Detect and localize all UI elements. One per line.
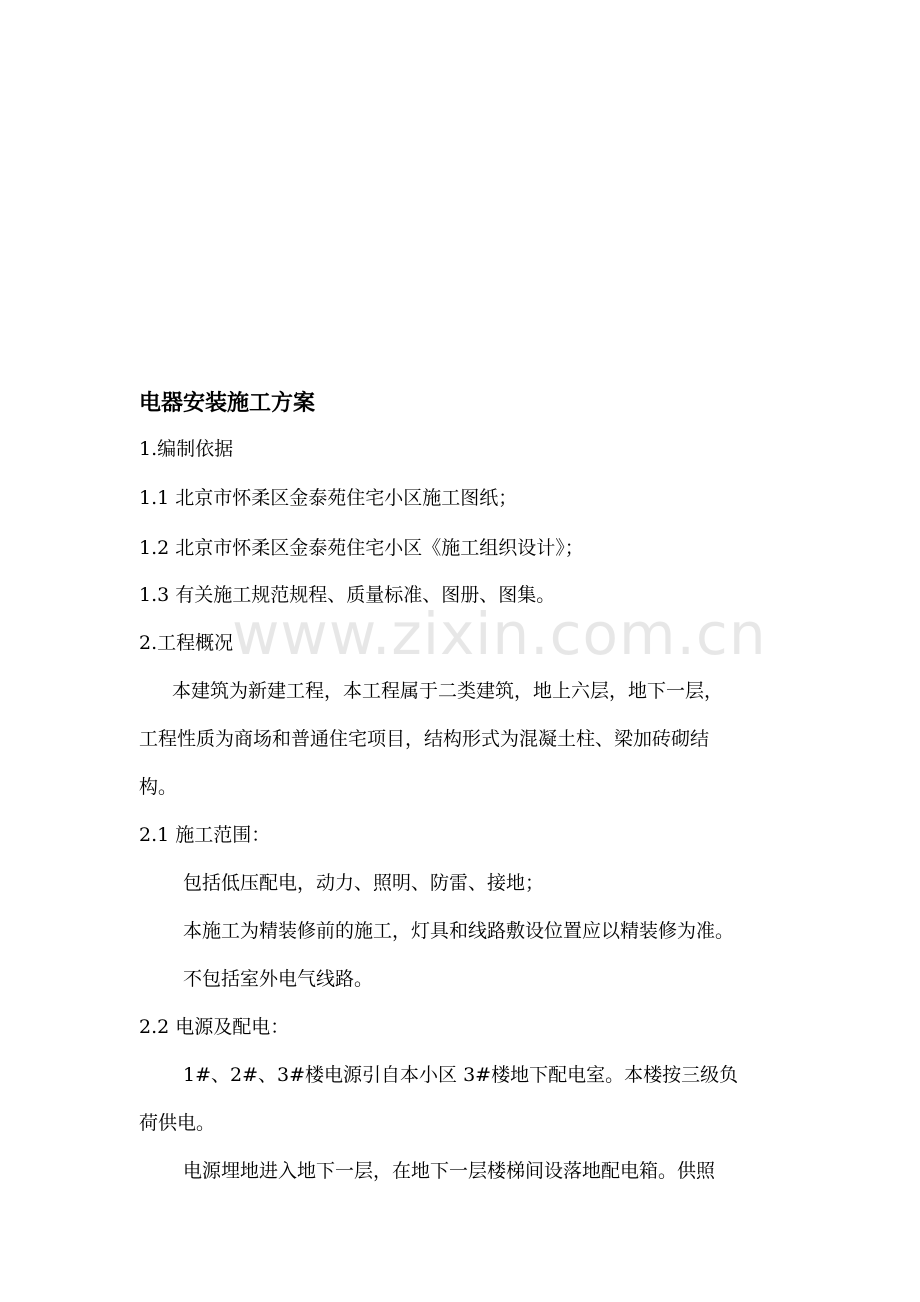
scope-item-1: 包括低压配电，动力、照明、防雷、接地；	[183, 872, 545, 894]
list-item-1-2: 1.2 北京市怀柔区金泰苑住宅小区《施工组织设计》；	[139, 537, 584, 559]
section-heading-2-1: 2.1 施工范围：	[139, 824, 271, 846]
scope-item-3: 不包括室外电气线路。	[183, 968, 374, 990]
section-heading-2: 2.工程概况	[139, 632, 234, 654]
list-item-1-3: 1.3 有关施工规范规程、质量标准、图册、图集。	[139, 584, 556, 606]
watermark: www.zixin.com.cn	[232, 600, 767, 668]
scope-item-2: 本施工为精装修前的施工，灯具和线路敷设位置应以精装修为准。	[183, 920, 735, 942]
section-heading-1: 1.编制依据	[139, 438, 234, 460]
power-line-1: 1#、2#、3#楼电源引自本小区 3#楼地下配电室。本楼按三级负	[183, 1064, 739, 1086]
paragraph-line-1: 本建筑为新建工程，本工程属于二类建筑，地上六层，地下一层，	[172, 680, 724, 702]
power-line-2: 荷供电。	[139, 1112, 216, 1134]
paragraph-line-3: 构。	[139, 776, 178, 798]
document-title: 电器安装施工方案	[139, 391, 316, 416]
power-line-3: 电源埋地进入地下一层，在地下一层楼梯间设落地配电箱。供照	[183, 1160, 716, 1182]
paragraph-line-2: 工程性质为商场和普通住宅项目，结构形式为混凝土柱、梁加砖砌结	[139, 728, 710, 750]
list-item-1-1: 1.1 北京市怀柔区金泰苑住宅小区施工图纸；	[139, 487, 518, 509]
section-heading-2-2: 2.2 电源及配电：	[139, 1016, 290, 1038]
